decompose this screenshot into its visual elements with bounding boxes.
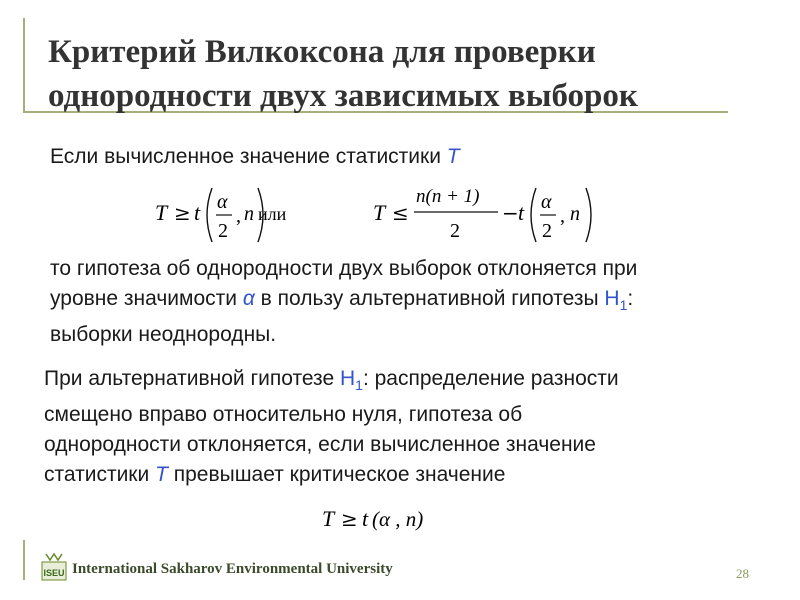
frame-left-line [23,18,25,113]
page-number: 28 [736,566,749,581]
paragraph-alternative [44,364,619,490]
variable-T-second: T [155,463,168,486]
formula-one-t: t [194,200,201,225]
formula-two-alpha: α [541,191,552,213]
formula-two-numerator: n(n + 1) [416,186,480,207]
variable-T: T [446,145,460,168]
formula-one-rel: ≥ [174,201,191,225]
hypothesis-H1: $H_1$ [604,287,628,313]
paragraph-rejection-line-3: выборки неоднородны. [50,323,277,346]
formula-three-args: (α , n) [372,507,424,531]
formula-one-two: 2 [218,220,228,242]
svg-text:,: , [236,205,241,227]
formula-two-t: t [518,200,525,225]
formula-two-minus: − [502,201,519,225]
formula-two-den2: 2 [542,220,552,242]
paragraph-condition [50,142,460,172]
formula-one-alpha: α [217,191,228,213]
formula-one-T: T [155,200,168,225]
formula-two-T: T [373,200,386,225]
paragraph-rejection [50,254,637,350]
university-logo [40,550,68,582]
logo-text: ISEU [43,568,65,578]
formula-one-n: n [244,203,254,225]
frame-bottom-line [23,540,25,580]
paragraph-alternative-line-1: При альтернативной гипотезе $H_1$: распределение разности [44,367,619,393]
paragraph-alternative-line-2: смещено вправо относительно нуля, гипотеза об [44,403,523,426]
paragraph-rejection-line-2: уровне значимости α в пользу альтернативной гипотезы $H_1$: [50,287,634,313]
title-line-2: однородности двух зависимых выборок [48,78,638,114]
formula-two [368,180,618,250]
formula-one-ili: или [258,204,287,224]
formula-two-rel: ≤ [392,201,409,225]
formula-three-t: t [362,506,369,531]
svg-text:,: , [560,205,565,227]
university-name: International Sakharov Environmental University [72,561,393,577]
paragraph-alternative-line-3: однородности отклоняется, если вычисленное значение [44,433,596,456]
hypothesis-H1-second: $H_1$ [339,367,363,393]
slide-title [48,30,768,118]
formula-three-rel: ≥ [341,507,358,531]
paragraph-alternative-line-4: статистики T превышает критическое значение [44,463,506,486]
formula-three-T: T [322,506,335,531]
formula-one [150,180,300,250]
paragraph-condition-text: Если вычисленное значение статистики [50,145,447,168]
paragraph-rejection-line-1: то гипотеза об однородности двух выборок отклоняется при [50,257,638,280]
formula-three [318,498,458,538]
formula-two-denominator: 2 [450,220,460,242]
alpha-symbol: α [242,287,255,310]
title-line-1: Критерий Вилкоксона для проверки [48,34,596,70]
formula-two-n: n [570,203,580,225]
